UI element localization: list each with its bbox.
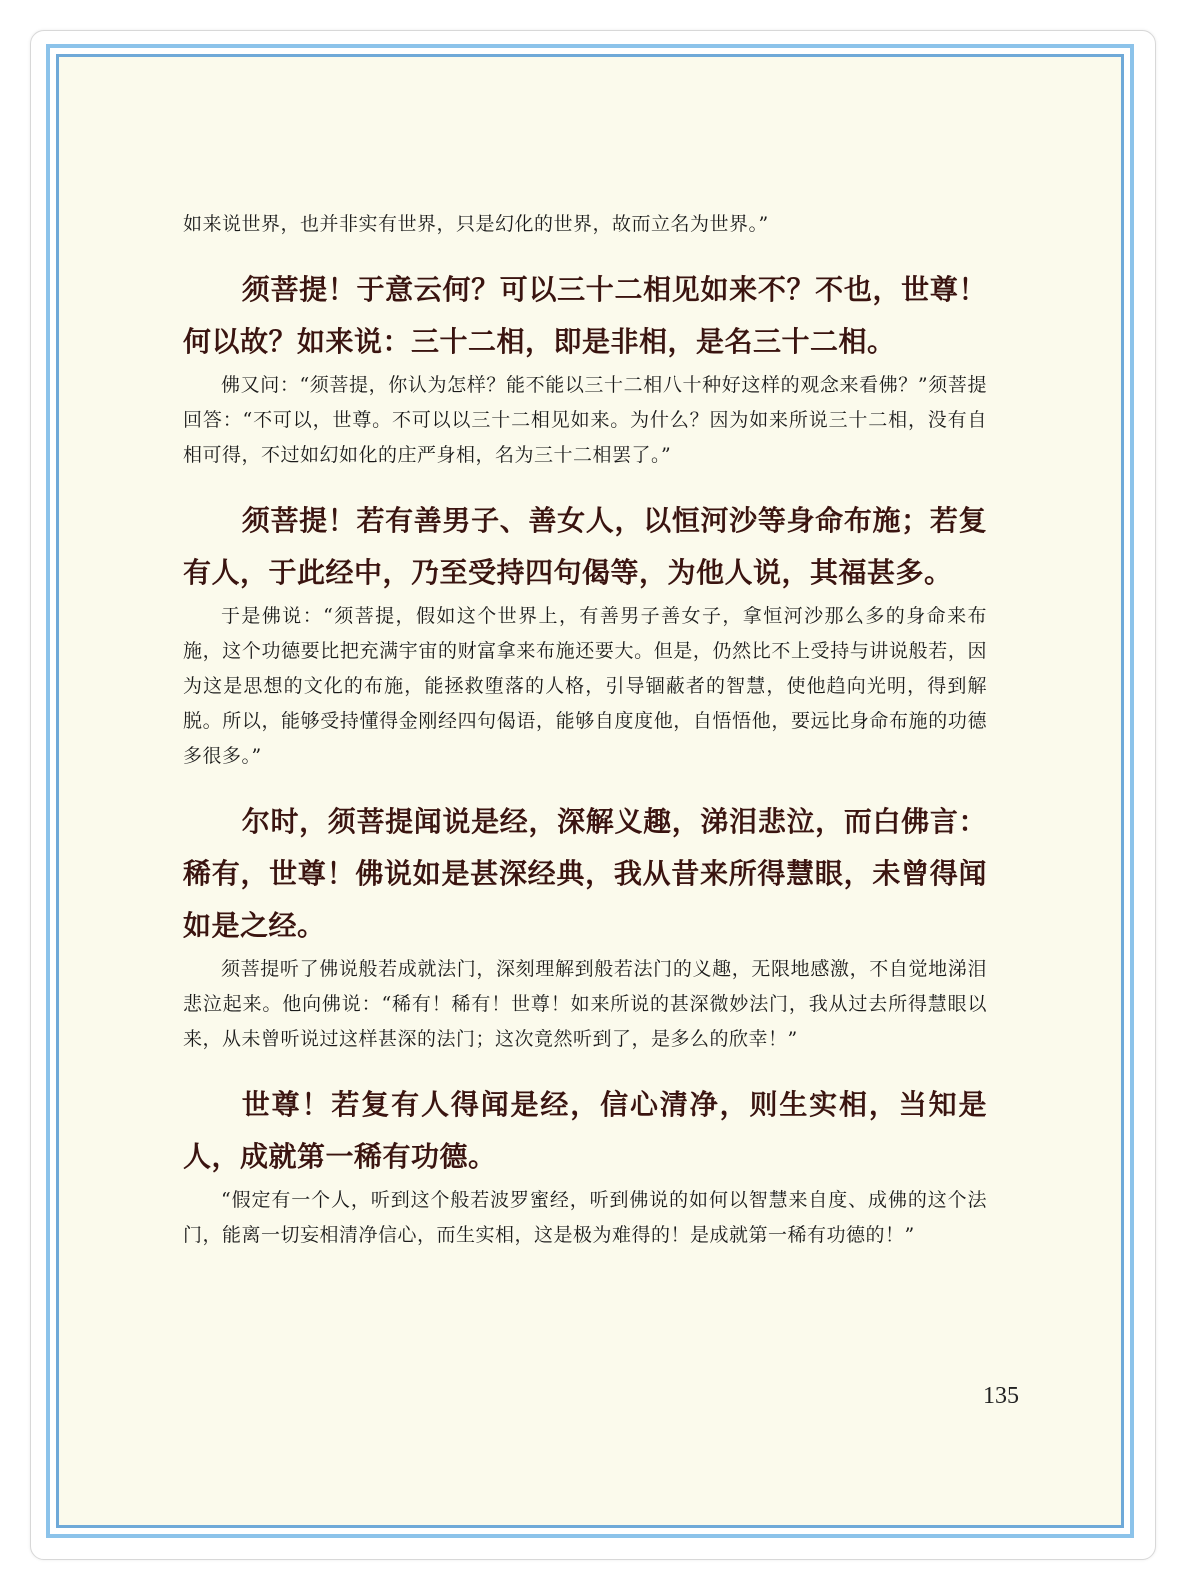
page-number: 135 (983, 1383, 1019, 1409)
commentary-3: 须菩提听了佛说般若成就法门，深刻理解到般若法门的义趣，无限地感激，不自觉地涕泪悲泣起来。他向佛说：“稀有！稀有！世尊！如来所说的甚深微妙法门，我从过去所得慧眼以来，从未曾听说过这样甚深的法门；这次竟然听到了，是多么的欣幸！” (183, 958, 987, 1050)
sutra-verse-1: 须菩提！于意云何？可以三十二相见如来不？不也，世尊！何以故？如来说：三十二相，即是非相，是名三十二相。 (183, 273, 987, 358)
book-page (56, 54, 1124, 1528)
commentary-1: 佛又问：“须菩提，你认为怎样？能不能以三十二相八十种好这样的观念来看佛？”须菩提回答：“不可以，世尊。不可以以三十二相见如来。为什么？因为如来所说三十二相，没有自相可得，不过如幻如化的庄严身相，名为三十二相罢了。” (183, 374, 987, 466)
sutra-verse-2: 须菩提！若有善男子、善女人，以恒河沙等身命布施；若复有人，于此经中，乃至受持四句偈等，为他人说，其福甚多。 (183, 504, 987, 589)
commentary-2: 于是佛说：“须菩提，假如这个世界上，有善男子善女子，拿恒河沙那么多的身命来布施，这个功德要比把充满宇宙的财富拿来布施还要大。但是，仍然比不上受持与讲说般若，因为这是思想的文化的布施，能拯救堕落的人格，引导锢蔽者的智慧，使他趋向光明，得到解脱。所以，能够受持懂得金刚经四句偈语，能够自度度他，自悟悟他，要远比身命布施的功德多很多。” (183, 605, 987, 767)
sutra-verse-3: 尔时，须菩提闻说是经，深解义趣，涕泪悲泣，而白佛言：稀有，世尊！佛说如是甚深经典，我从昔来所得慧眼，未曾得闻如是之经。 (183, 805, 987, 942)
commentary-4: “假定有一个人，听到这个般若波罗蜜经，听到佛说的如何以智慧来自度、成佛的这个法门，能离一切妄相清净信心，而生实相，这是极为难得的！是成就第一稀有功德的！” (183, 1189, 987, 1246)
sutra-verse-4: 世尊！若复有人得闻是经，信心清净，则生实相，当知是人，成就第一稀有功德。 (183, 1088, 987, 1173)
intro-paragraph: 如来说世界，也并非实有世界，只是幻化的世界，故而立名为世界。” (183, 213, 769, 235)
page-content (183, 207, 987, 1253)
